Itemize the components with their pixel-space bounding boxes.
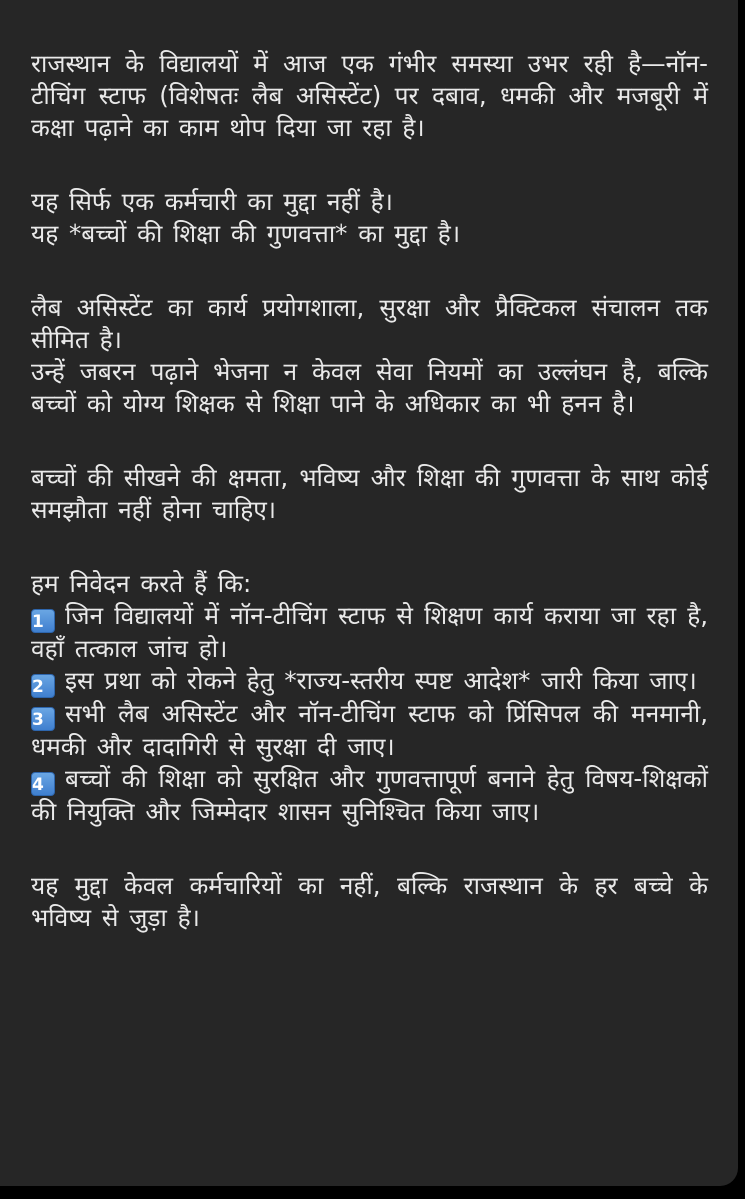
- message-paragraph-quality: बच्चों की सीखने की क्षमता, भविष्य और शिक्षा की गुणवत्ता के साथ कोई समझौता नहीं होना चाहिए।: [31, 463, 708, 524]
- request-text: जिन विद्यालयों में नॉन-टीचिंग स्टाफ से शिक्षण कार्य कराया जा रहा है, वहाँ तत्काल जांच हो।: [31, 601, 708, 663]
- keycap-number-icon: 2: [31, 674, 55, 698]
- request-text: बच्चों की शिक्षा को सुरक्षित और गुणवत्तापूर्ण बनाने हेतु विषय-शिक्षकों की नियुक्ति और जिम्मेदार शासन सुनिश्चित किया जाए।: [31, 764, 708, 826]
- request-item: [31, 600, 708, 665]
- message-paragraph-intro: राजस्थान के विद्यालयों में आज एक गंभीर समस्या उभर रही है—नॉन-टीचिंग स्टाफ (विशेषतः लैब असिस्टेंट) पर दबाव, धमकी और मजबूरी में कक्षा पढ़ाने का काम थोप दिया जा रहा है।: [31, 49, 708, 142]
- message-line: यह सिर्फ एक कर्मचारी का मुद्दा नहीं है।: [31, 187, 393, 216]
- keycap-number-icon: 3: [31, 707, 55, 731]
- keycap-number-icon: 4: [31, 772, 55, 796]
- message-paragraph-issue: [31, 186, 708, 250]
- request-item: [31, 763, 708, 828]
- request-text: इस प्रथा को रोकने हेतु *राज्य-स्तरीय स्पष्ट आदेश* जारी किया जाए।: [65, 666, 697, 695]
- keycap-number-icon: 1: [31, 609, 55, 633]
- request-text: सभी लैब असिस्टेंट और नॉन-टीचिंग स्टाफ को प्रिंसिपल की मनमानी, धमकी और दादागिरी से सुरक्षा दी जाए।: [31, 699, 708, 761]
- request-item: [31, 665, 708, 698]
- message-paragraph-lab-assistant: [31, 292, 708, 420]
- message-line: लैब असिस्टेंट का कार्य प्रयोगशाला, सुरक्षा और प्रैक्टिकल संचालन तक सीमित है।: [31, 293, 708, 354]
- message-requests: [31, 568, 708, 828]
- message-line: उन्हें जबरन पढ़ाने भेजना न केवल सेवा नियमों का उल्लंघन है, बल्कि बच्चों को योग्य शिक्षक से शिक्षा पाने के अधिकार का भी हनन है।: [31, 357, 708, 418]
- requests-intro: हम निवेदन करते हैं कि:: [31, 569, 252, 598]
- message-line: यह *बच्चों की शिक्षा की गुणवत्ता* का मुद्दा है।: [31, 219, 461, 248]
- request-item: [31, 698, 708, 763]
- message-paragraph-closing: यह मुद्दा केवल कर्मचारियों का नहीं, बल्कि राजस्थान के हर बच्चे के भविष्य से जुड़ा है।: [31, 871, 708, 932]
